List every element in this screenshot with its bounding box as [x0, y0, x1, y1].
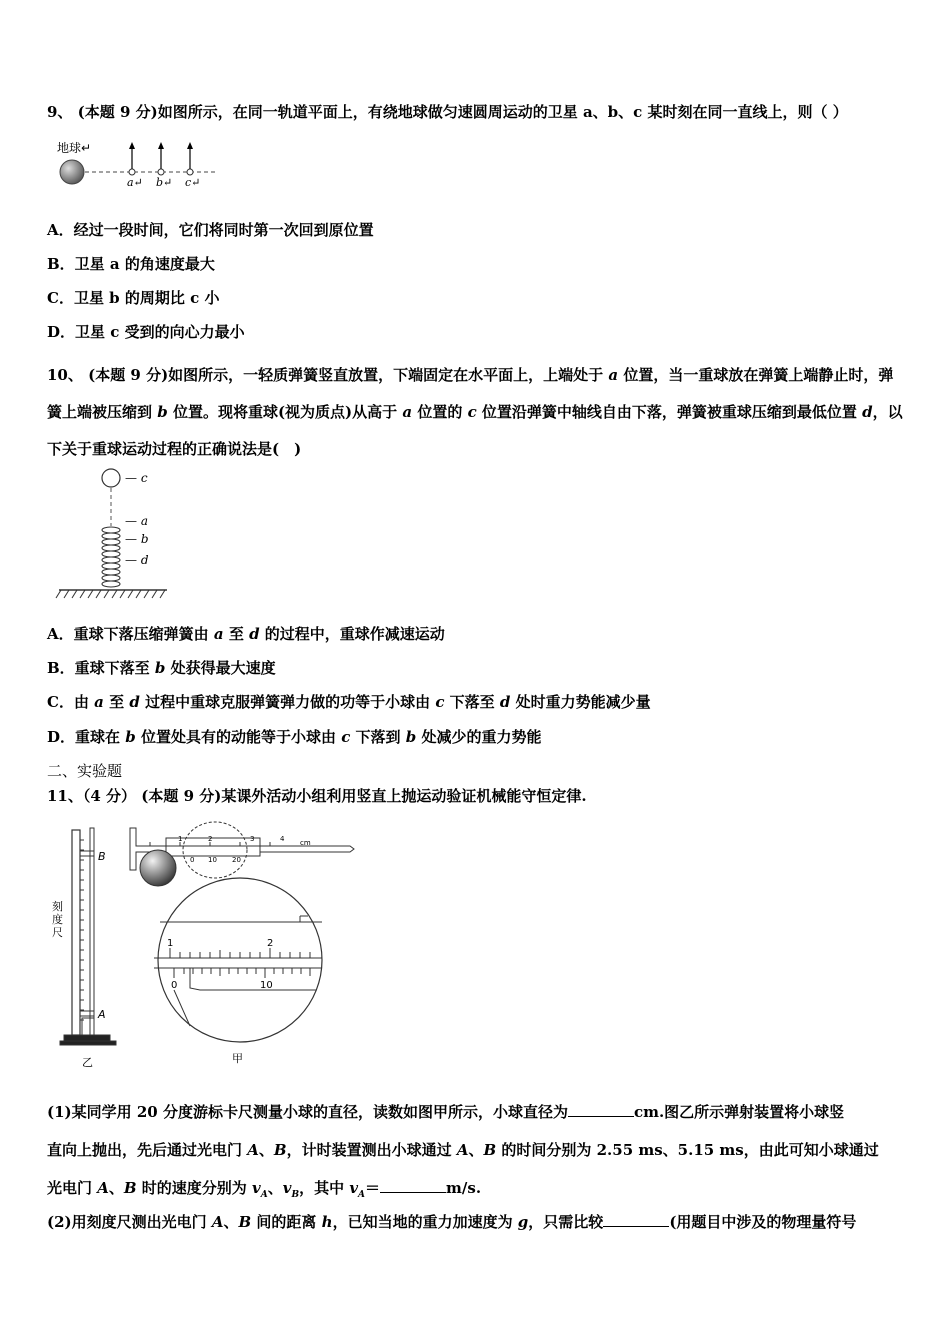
- q10-option-b: B．重球下落至 b 处获得最大速度: [47, 659, 276, 677]
- caliper-vern-0: 0: [190, 856, 195, 864]
- label-A: A: [98, 1008, 106, 1021]
- q10-stem: 10、 (本题 9 分)如图所示，一轻质弹簧竖直放置，下端固定在水平面上，上端处于 a 位置，当一重球放在弹簧上端静止时，弹簧上端被压缩到 b 位置。现将重球(视为质点)从高于 a 位置的 c 位置沿弹簧中轴线自由下落，弹簧被重球压缩到最低位置 d，以下关于重球运动过程的正确说法是( ): [47, 366, 903, 458]
- q9-figure: [55, 138, 225, 190]
- q10-option-d: D．重球在 b 位置处具有的动能等于小球由 c 下落到 b 处减少的重力势能: [47, 728, 542, 746]
- caliper-main-4: 4: [280, 835, 285, 843]
- answer-blank-compare[interactable]: [603, 1212, 669, 1227]
- q9-option-a: A．经过一段时间，它们将同时第一次回到原位置: [47, 221, 374, 239]
- zoom-circle: [154, 878, 322, 1042]
- satellite-c-label: c↵: [185, 176, 201, 189]
- label-B: B: [98, 850, 106, 863]
- label-c: — c: [125, 471, 148, 485]
- q11-part1-line2: 直向上抛出，先后通过光电门 A、B，计时装置测出小球通过 A、B 的时间分别为 2.55 ms、5.15 ms，由此可知小球通过: [47, 1141, 879, 1159]
- q9-figure-svg: [55, 138, 225, 190]
- q11-part1-line1: (1)某同学用 20 分度游标卡尺测量小球的直径，读数如图甲所示，小球直径为 cm.图乙所示弹射装置将小球竖: [47, 1103, 845, 1121]
- caliper-unit: cm: [300, 839, 311, 847]
- q9-option-d: D．卫星 c 受到的向心力最小: [47, 323, 245, 341]
- ruler-apparatus: [60, 828, 116, 1045]
- q11-figure: [50, 818, 360, 1078]
- zoom-main-2: 2: [267, 938, 274, 949]
- answer-blank-velocity[interactable]: [380, 1178, 446, 1193]
- q10-option-c: C．由 a 至 d 过程中重球克服弹簧弹力做的功等于小球由 c 下落至 d 处时重力势能减少量: [47, 693, 651, 711]
- ground-icon: [56, 590, 167, 598]
- ball-icon: [140, 850, 176, 886]
- ruler-label: 刻度尺: [52, 900, 63, 939]
- satellite-c-icon: [187, 142, 193, 175]
- caliper-main-1: 1: [178, 835, 183, 843]
- satellite-a-label: a↵: [127, 176, 143, 189]
- zoom-vern-10: 10: [260, 980, 273, 991]
- label-a: — a: [125, 514, 148, 528]
- zoom-main-1: 1: [167, 938, 174, 949]
- label-yi: 乙: [82, 1056, 93, 1069]
- q11-part2: (2)用刻度尺测出光电门 A、B 间的距离 h，已知当地的重力加速度为 g，只需比较 (用题目中涉及的物理量符号: [47, 1213, 857, 1231]
- label-b: — b: [125, 532, 149, 546]
- section-title: 二、实验题: [47, 762, 123, 780]
- satellite-b-label: b↵: [156, 176, 173, 189]
- label-jia: 甲: [232, 1052, 243, 1065]
- satellite-a-icon: [129, 142, 135, 175]
- answer-blank-diameter[interactable]: [568, 1102, 634, 1117]
- q10-figure-svg: [55, 464, 175, 604]
- q10-option-a: A．重球下落压缩弹簧由 a 至 d 的过程中，重球作减速运动: [47, 625, 445, 643]
- caliper-vern-20: 20: [232, 856, 241, 864]
- satellite-b-icon: [158, 142, 164, 175]
- q11-part1-line3: 光电门 A、B 时的速度分别为 $v_A$、$v_B$，其中 $v_A= m/s$.: [47, 1179, 482, 1200]
- earth-label: 地球↵: [57, 141, 92, 155]
- zoom-vern-0: 0: [171, 980, 178, 991]
- caliper-main-2: 2: [208, 835, 213, 843]
- q9-option-b: B．卫星 a 的角速度最大: [47, 255, 215, 273]
- earth-icon: [60, 160, 84, 184]
- label-d: — d: [125, 553, 149, 567]
- ball-icon: [102, 469, 120, 487]
- q11-figure-svg: [50, 818, 360, 1078]
- q11-stem: 11、（4 分） (本题 9 分)某课外活动小组利用竖直上抛运动验证机械能守恒定律.: [47, 787, 587, 805]
- spring-icon: [102, 527, 120, 587]
- q9-stem: 9、 (本题 9 分)如图所示，在同一轨道平面上，有绕地球做匀速圆周运动的卫星 a、b、c 某时刻在同一直线上，则（ ）: [47, 103, 848, 121]
- q9-option-c: C．卫星 b 的周期比 c 小: [47, 289, 220, 307]
- caliper-vern-10: 10: [208, 856, 217, 864]
- caliper-main-3: 3: [250, 835, 255, 843]
- q10-figure: [55, 464, 175, 604]
